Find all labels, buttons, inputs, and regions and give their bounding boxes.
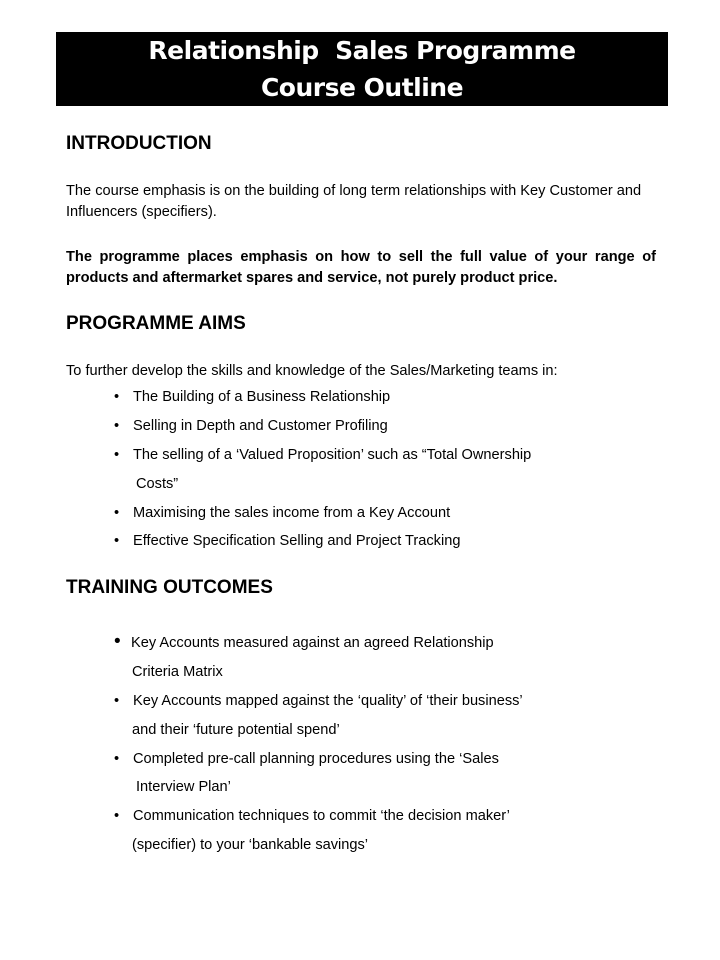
aims-item-text: The selling of a ‘Valued Proposition’ such as “Total Ownership: [133, 447, 532, 463]
bullet-icon: •: [114, 808, 120, 824]
aims-item-continuation: Costs”: [136, 476, 179, 492]
title-line-1: Relationship Sales Programme: [148, 36, 576, 65]
aims-list-item: [114, 387, 390, 407]
title-banner: [56, 32, 668, 106]
bullet-icon: •: [114, 447, 120, 463]
aims-list-item: [114, 531, 460, 551]
programme-aims-lead: To further develop the skills and knowledge of the Sales/Marketing teams in:: [66, 363, 558, 379]
bullet-icon: •: [114, 533, 120, 549]
introduction-paragraph: The course emphasis is on the building of long term relationships with Key Customer and Influencers (specifiers).: [66, 183, 642, 220]
programme-aims-heading: PROGRAMME AIMS: [66, 313, 246, 334]
bullet-icon: •: [114, 505, 120, 521]
aims-item-text: Effective Specification Selling and Project Tracking: [133, 533, 461, 549]
aims-item-text: The Building of a Business Relationship: [133, 389, 391, 405]
outcomes-list-item: [114, 806, 510, 826]
outcomes-item-continuation: Criteria Matrix: [132, 664, 223, 680]
bullet-icon: •: [114, 751, 120, 767]
bullet-icon: •: [114, 418, 120, 434]
aims-item-text: Selling in Depth and Customer Profiling: [133, 418, 388, 434]
training-outcomes-heading: TRAINING OUTCOMES: [66, 577, 273, 598]
outcomes-item-continuation: and their ‘future potential spend’: [132, 722, 340, 738]
title-line-2: Course Outline: [260, 73, 464, 102]
outcomes-list-item: [114, 632, 494, 653]
introduction-heading: INTRODUCTION: [66, 133, 212, 154]
bullet-icon: •: [114, 389, 120, 405]
aims-item-text: Maximising the sales income from a Key Account: [133, 505, 451, 521]
outcomes-item-continuation: Interview Plan’: [136, 779, 231, 795]
aims-list-item: [114, 416, 388, 436]
introduction-emphasis-paragraph: The programme places emphasis on how to sell the full value of your range of products and aftermarket spares and service, not purely product price.: [66, 249, 656, 286]
aims-list-item: [114, 445, 531, 465]
aims-list-item: [114, 503, 450, 523]
outcomes-item-text: Communication techniques to commit ‘the decision maker’: [133, 808, 510, 824]
bullet-icon: •: [114, 631, 121, 652]
outcomes-item-text: Key Accounts measured against an agreed Relationship: [131, 635, 494, 651]
outcomes-item-continuation: (specifier) to your ‘bankable savings’: [132, 837, 369, 853]
outcomes-list-item: [114, 749, 499, 769]
bullet-icon: •: [114, 693, 120, 709]
outcomes-item-text: Completed pre-call planning procedures using the ‘Sales: [133, 751, 499, 767]
outcomes-list-item: [114, 691, 523, 711]
outcomes-item-text: Key Accounts mapped against the ‘quality’ of ‘their business’: [133, 693, 523, 709]
